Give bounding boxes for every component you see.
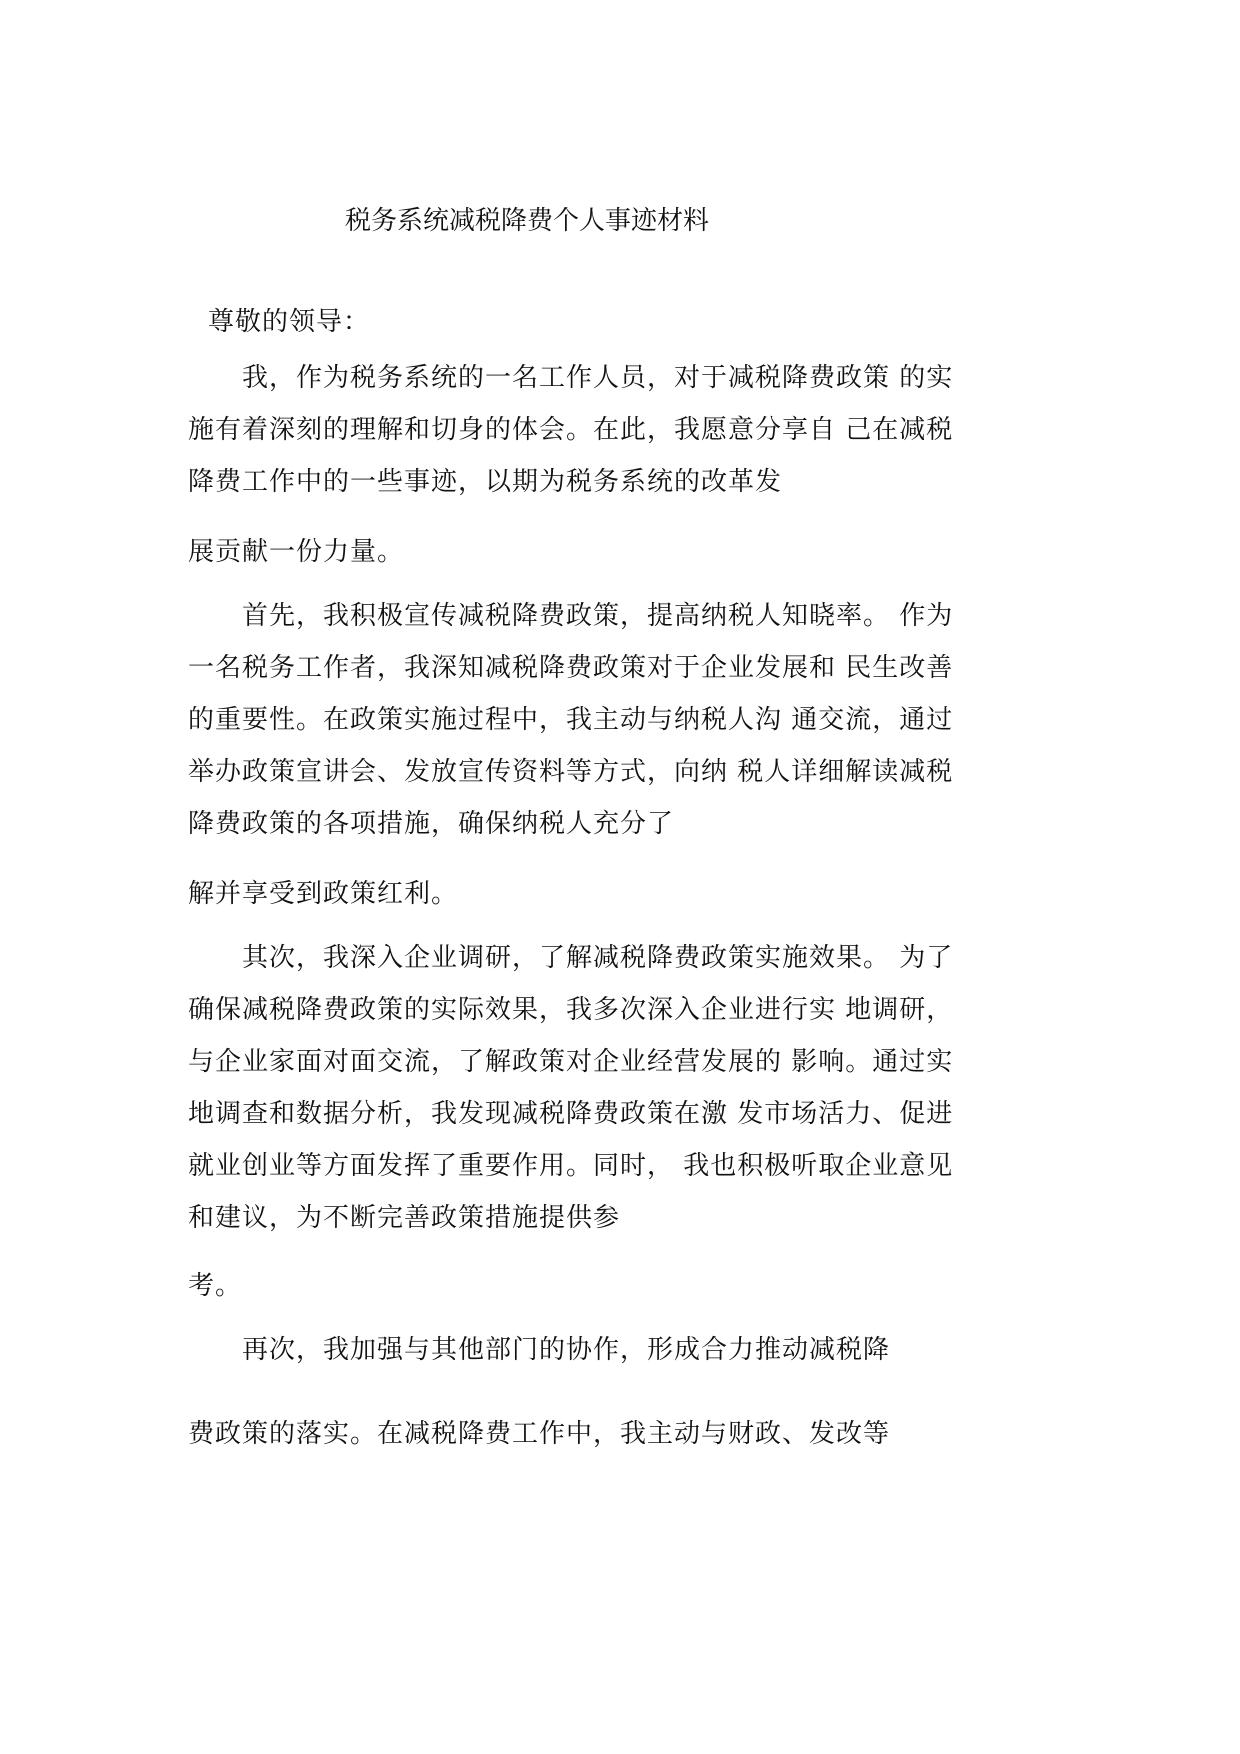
body-line: 其次，我深入企业调研，了解减税降费政策实施效果。 为了 [188,943,954,973]
salutation: 尊敬的领导： [208,307,371,337]
body-line: 举办政策宣讲会、发放宣传资料等方式，向纳 税人详细解读减税 [188,757,954,787]
body-line: 解并享受到政策红利。 [188,879,459,909]
body-line: 地调查和数据分析，我发现减税降费政策在激 发市场活力、促进 [188,1099,954,1129]
body-line: 与企业家面对面交流，了解政策对企业经营发展的 影响。通过实 [188,1047,954,1077]
body-line: 我，作为税务系统的一名工作人员，对于减税降费政策 的实 [188,363,954,393]
body-line: 的重要性。在政策实施过程中，我主动与纳税人沟 通交流，通过 [188,705,954,735]
body-line: 考。 [188,1271,243,1301]
body-line: 施有着深刻的理解和切身的体会。在此，我愿意分享自 己在减税 [188,415,954,445]
body-line: 一名税务工作者，我深知减税降费政策对于企业发展和 民生改善 [188,653,954,683]
body-line: 和建议，为不断完善政策措施提供参 [188,1203,621,1233]
body-line: 首先，我积极宣传减税降费政策，提高纳税人知晓率。 作为 [188,601,954,631]
body-line: 降费工作中的一些事迹，以期为税务系统的改革发 [188,467,783,497]
document-title: 税务系统减税降费个人事迹材料 [345,206,710,236]
body-line: 就业创业等方面发挥了重要作用。同时， 我也积极听取企业意见 [188,1151,954,1181]
body-line: 降费政策的各项措施，确保纳税人充分了 [188,809,675,839]
body-line: 再次，我加强与其他部门的协作，形成合力推动减税降 [188,1335,891,1365]
body-line: 确保减税降费政策的实际效果，我多次深入企业进行实 地调研， [188,995,954,1025]
body-line: 费政策的落实。在减税降费工作中，我主动与财政、发改等 [188,1419,891,1449]
body-line: 展贡献一份力量。 [188,537,405,567]
